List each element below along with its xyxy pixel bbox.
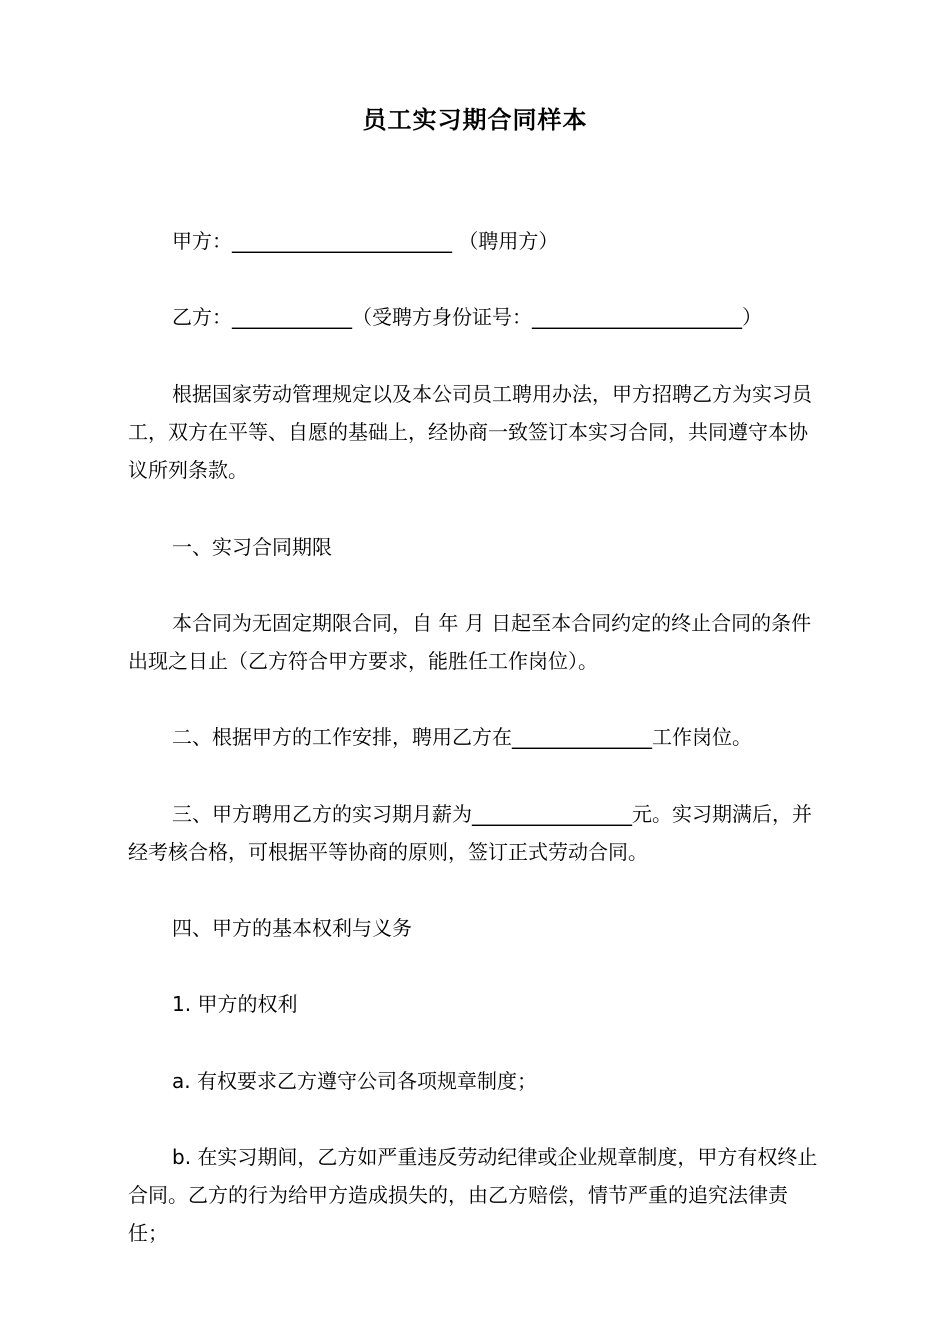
item-b: b. 在实习期间，乙方如严重违反劳动纪律或企业规章制度，甲方有权终止合同。乙方的行为给甲方造成损失的，由乙方赔偿，情节严重的追究法律责任；	[128, 1145, 818, 1245]
section-1-body: 本合同为无固定期限合同，自 年 月 日起至本合同约定的终止合同的条件出现之日止（乙方符合甲方要求，能胜任工作岗位）。	[128, 611, 812, 673]
party-b-line: 乙方：____________（受聘方身份证号：_____________________）	[172, 305, 762, 329]
section-1-heading: 一、实习合同期限	[172, 535, 332, 559]
subsection-1-heading: 1. 甲方的权利	[172, 992, 298, 1016]
party-a-line: 甲方：______________________ （聘用方）	[172, 229, 559, 253]
section-2-paragraph: 二、根据甲方的工作安排，聘用乙方在______________工作岗位。	[172, 725, 752, 749]
intro-paragraph: 根据国家劳动管理规定以及本公司员工聘用办法，甲方招聘乙方为实习员工，双方在平等、自愿的基础上，经协商一致签订本实习合同，共同遵守本协议所列条款。	[128, 382, 812, 482]
section-4-heading: 四、甲方的基本权利与义务	[172, 916, 412, 940]
document-title: 员工实习期合同样本	[362, 106, 588, 134]
item-a: a. 有权要求乙方遵守公司各项规章制度；	[172, 1069, 537, 1093]
section-3-paragraph: 三、甲方聘用乙方的实习期月薪为________________元。实习期满后，并经考核合格，可根据平等协商的原则，签订正式劳动合同。	[128, 802, 812, 864]
